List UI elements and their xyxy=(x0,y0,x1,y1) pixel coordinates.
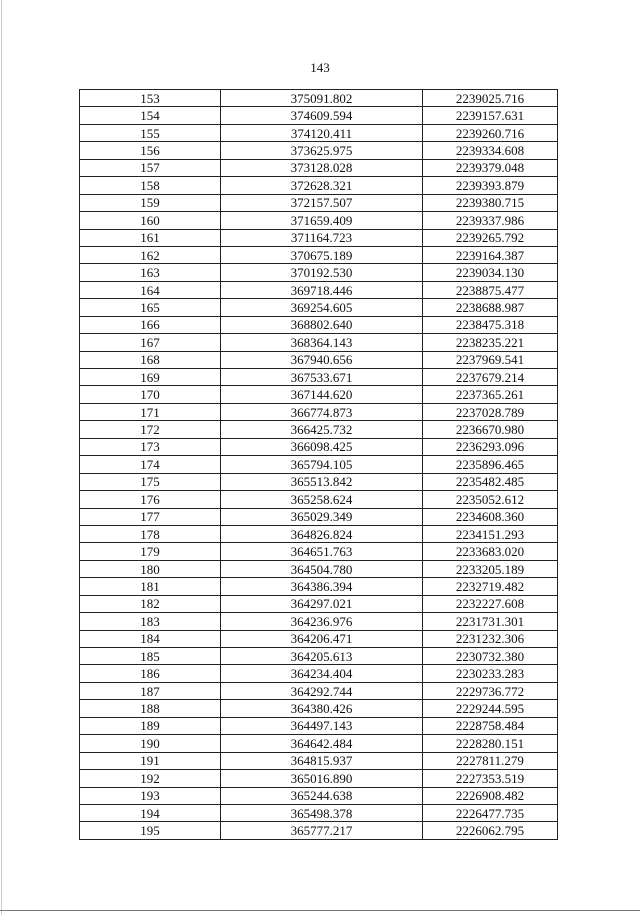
table-row xyxy=(80,316,558,333)
y-coordinate-cell: 2239025.716 xyxy=(423,90,558,107)
point-number-cell: 154 xyxy=(80,107,221,124)
y-coordinate-cell: 2237365.261 xyxy=(423,386,558,403)
table-row xyxy=(80,369,558,386)
table-row xyxy=(80,421,558,438)
x-coordinate-cell: 367144.620 xyxy=(221,386,423,403)
y-coordinate-cell: 2230233.283 xyxy=(423,665,558,682)
table-row xyxy=(80,334,558,351)
y-coordinate-cell: 2232719.482 xyxy=(423,578,558,595)
table-row xyxy=(80,264,558,281)
point-number-cell: 163 xyxy=(80,264,221,281)
table-row xyxy=(80,229,558,246)
x-coordinate-cell: 365794.105 xyxy=(221,456,423,473)
table-row xyxy=(80,212,558,229)
x-coordinate-cell: 366425.732 xyxy=(221,421,423,438)
point-number-cell: 189 xyxy=(80,717,221,734)
x-coordinate-cell: 364386.394 xyxy=(221,578,423,595)
point-number-cell: 167 xyxy=(80,334,221,351)
point-number-cell: 195 xyxy=(80,822,221,839)
x-coordinate-cell: 371164.723 xyxy=(221,229,423,246)
x-coordinate-cell: 372628.321 xyxy=(221,177,423,194)
table-row xyxy=(80,124,558,141)
y-coordinate-cell: 2234608.360 xyxy=(423,508,558,525)
point-number-cell: 169 xyxy=(80,369,221,386)
x-coordinate-cell: 365777.217 xyxy=(221,822,423,839)
y-coordinate-cell: 2235896.465 xyxy=(423,456,558,473)
point-number-cell: 170 xyxy=(80,386,221,403)
point-number-cell: 193 xyxy=(80,787,221,804)
x-coordinate-cell: 368802.640 xyxy=(221,316,423,333)
x-coordinate-cell: 367940.656 xyxy=(221,351,423,368)
y-coordinate-cell: 2239260.716 xyxy=(423,124,558,141)
table-row xyxy=(80,525,558,542)
point-number-cell: 165 xyxy=(80,299,221,316)
table-row xyxy=(80,281,558,298)
table-row xyxy=(80,700,558,717)
y-coordinate-cell: 2227353.519 xyxy=(423,770,558,787)
table-row xyxy=(80,508,558,525)
y-coordinate-cell: 2238875.477 xyxy=(423,281,558,298)
y-coordinate-cell: 2233205.189 xyxy=(423,560,558,577)
point-number-cell: 173 xyxy=(80,438,221,455)
y-coordinate-cell: 2231731.301 xyxy=(423,613,558,630)
table-row xyxy=(80,735,558,752)
point-number-cell: 187 xyxy=(80,682,221,699)
x-coordinate-cell: 365498.378 xyxy=(221,804,423,821)
table-row xyxy=(80,246,558,263)
y-coordinate-cell: 2237028.789 xyxy=(423,403,558,420)
table-row xyxy=(80,770,558,787)
page-left-edge xyxy=(1,0,2,915)
y-coordinate-cell: 2239393.879 xyxy=(423,177,558,194)
point-number-cell: 156 xyxy=(80,142,221,159)
table-row xyxy=(80,630,558,647)
x-coordinate-cell: 367533.671 xyxy=(221,369,423,386)
x-coordinate-cell: 364206.471 xyxy=(221,630,423,647)
y-coordinate-cell: 2228280.151 xyxy=(423,735,558,752)
point-number-cell: 186 xyxy=(80,665,221,682)
point-number-cell: 153 xyxy=(80,90,221,107)
y-coordinate-cell: 2231232.306 xyxy=(423,630,558,647)
table-row xyxy=(80,595,558,612)
x-coordinate-cell: 375091.802 xyxy=(221,90,423,107)
table-row xyxy=(80,543,558,560)
point-number-cell: 194 xyxy=(80,804,221,821)
x-coordinate-cell: 369718.446 xyxy=(221,281,423,298)
y-coordinate-cell: 2226908.482 xyxy=(423,787,558,804)
x-coordinate-cell: 366098.425 xyxy=(221,438,423,455)
x-coordinate-cell: 369254.605 xyxy=(221,299,423,316)
coordinate-table-body xyxy=(80,90,558,840)
point-number-cell: 184 xyxy=(80,630,221,647)
point-number-cell: 191 xyxy=(80,752,221,769)
table-row xyxy=(80,90,558,107)
x-coordinate-cell: 364292.744 xyxy=(221,682,423,699)
x-coordinate-cell: 371659.409 xyxy=(221,212,423,229)
point-number-cell: 180 xyxy=(80,560,221,577)
point-number-cell: 179 xyxy=(80,543,221,560)
point-number-cell: 162 xyxy=(80,246,221,263)
x-coordinate-cell: 364380.426 xyxy=(221,700,423,717)
x-coordinate-cell: 364826.824 xyxy=(221,525,423,542)
table-row xyxy=(80,648,558,665)
point-number-cell: 177 xyxy=(80,508,221,525)
point-number-cell: 166 xyxy=(80,316,221,333)
table-row xyxy=(80,682,558,699)
x-coordinate-cell: 370675.189 xyxy=(221,246,423,263)
point-number-cell: 174 xyxy=(80,456,221,473)
point-number-cell: 183 xyxy=(80,613,221,630)
table-row xyxy=(80,804,558,821)
table-row xyxy=(80,560,558,577)
y-coordinate-cell: 2230732.380 xyxy=(423,648,558,665)
table-row xyxy=(80,752,558,769)
point-number-cell: 160 xyxy=(80,212,221,229)
y-coordinate-cell: 2237679.214 xyxy=(423,369,558,386)
point-number-cell: 178 xyxy=(80,525,221,542)
x-coordinate-cell: 365016.890 xyxy=(221,770,423,787)
x-coordinate-cell: 372157.507 xyxy=(221,194,423,211)
y-coordinate-cell: 2229244.595 xyxy=(423,700,558,717)
y-coordinate-cell: 2236293.096 xyxy=(423,438,558,455)
y-coordinate-cell: 2235482.485 xyxy=(423,473,558,490)
table-row xyxy=(80,456,558,473)
x-coordinate-cell: 365513.842 xyxy=(221,473,423,490)
y-coordinate-cell: 2234151.293 xyxy=(423,525,558,542)
y-coordinate-cell: 2228758.484 xyxy=(423,717,558,734)
y-coordinate-cell: 2233683.020 xyxy=(423,543,558,560)
x-coordinate-cell: 370192.530 xyxy=(221,264,423,281)
table-row xyxy=(80,142,558,159)
point-number-cell: 185 xyxy=(80,648,221,665)
table-row xyxy=(80,787,558,804)
x-coordinate-cell: 364651.763 xyxy=(221,543,423,560)
table-row xyxy=(80,491,558,508)
table-row xyxy=(80,613,558,630)
point-number-cell: 181 xyxy=(80,578,221,595)
y-coordinate-cell: 2238475.318 xyxy=(423,316,558,333)
table-row xyxy=(80,107,558,124)
point-number-cell: 192 xyxy=(80,770,221,787)
x-coordinate-cell: 365029.349 xyxy=(221,508,423,525)
x-coordinate-cell: 365258.624 xyxy=(221,491,423,508)
y-coordinate-cell: 2239034.130 xyxy=(423,264,558,281)
y-coordinate-cell: 2237969.541 xyxy=(423,351,558,368)
table-row xyxy=(80,578,558,595)
y-coordinate-cell: 2227811.279 xyxy=(423,752,558,769)
x-coordinate-cell: 364205.613 xyxy=(221,648,423,665)
point-number-cell: 176 xyxy=(80,491,221,508)
y-coordinate-cell: 2239157.631 xyxy=(423,107,558,124)
table-row xyxy=(80,438,558,455)
table-row xyxy=(80,473,558,490)
point-number-cell: 172 xyxy=(80,421,221,438)
y-coordinate-cell: 2235052.612 xyxy=(423,491,558,508)
point-number-cell: 159 xyxy=(80,194,221,211)
x-coordinate-cell: 364497.143 xyxy=(221,717,423,734)
y-coordinate-cell: 2238688.987 xyxy=(423,299,558,316)
y-coordinate-cell: 2239380.715 xyxy=(423,194,558,211)
y-coordinate-cell: 2239379.048 xyxy=(423,159,558,176)
y-coordinate-cell: 2226062.795 xyxy=(423,822,558,839)
y-coordinate-cell: 2226477.735 xyxy=(423,804,558,821)
point-number-cell: 171 xyxy=(80,403,221,420)
x-coordinate-cell: 365244.638 xyxy=(221,787,423,804)
point-number-cell: 182 xyxy=(80,595,221,612)
table-row xyxy=(80,717,558,734)
coordinate-table xyxy=(79,89,558,840)
y-coordinate-cell: 2239334.608 xyxy=(423,142,558,159)
table-row xyxy=(80,386,558,403)
x-coordinate-cell: 368364.143 xyxy=(221,334,423,351)
page-number: 143 xyxy=(310,60,330,75)
x-coordinate-cell: 364234.404 xyxy=(221,665,423,682)
point-number-cell: 158 xyxy=(80,177,221,194)
y-coordinate-cell: 2239164.387 xyxy=(423,246,558,263)
x-coordinate-cell: 374609.594 xyxy=(221,107,423,124)
table-row xyxy=(80,159,558,176)
page-bottom-edge xyxy=(0,910,640,911)
point-number-cell: 175 xyxy=(80,473,221,490)
point-number-cell: 168 xyxy=(80,351,221,368)
x-coordinate-cell: 373625.975 xyxy=(221,142,423,159)
table-row xyxy=(80,299,558,316)
x-coordinate-cell: 364504.780 xyxy=(221,560,423,577)
x-coordinate-cell: 374120.411 xyxy=(221,124,423,141)
y-coordinate-cell: 2232227.608 xyxy=(423,595,558,612)
table-row xyxy=(80,351,558,368)
y-coordinate-cell: 2238235.221 xyxy=(423,334,558,351)
y-coordinate-cell: 2239265.792 xyxy=(423,229,558,246)
table-row xyxy=(80,194,558,211)
table-row xyxy=(80,665,558,682)
y-coordinate-cell: 2229736.772 xyxy=(423,682,558,699)
x-coordinate-cell: 373128.028 xyxy=(221,159,423,176)
table-row xyxy=(80,177,558,194)
x-coordinate-cell: 364236.976 xyxy=(221,613,423,630)
point-number-cell: 161 xyxy=(80,229,221,246)
x-coordinate-cell: 364642.484 xyxy=(221,735,423,752)
y-coordinate-cell: 2239337.986 xyxy=(423,212,558,229)
y-coordinate-cell: 2236670.980 xyxy=(423,421,558,438)
table-row xyxy=(80,822,558,839)
point-number-cell: 164 xyxy=(80,281,221,298)
point-number-cell: 190 xyxy=(80,735,221,752)
point-number-cell: 188 xyxy=(80,700,221,717)
x-coordinate-cell: 364815.937 xyxy=(221,752,423,769)
x-coordinate-cell: 366774.873 xyxy=(221,403,423,420)
x-coordinate-cell: 364297.021 xyxy=(221,595,423,612)
point-number-cell: 157 xyxy=(80,159,221,176)
point-number-cell: 155 xyxy=(80,124,221,141)
table-row xyxy=(80,403,558,420)
